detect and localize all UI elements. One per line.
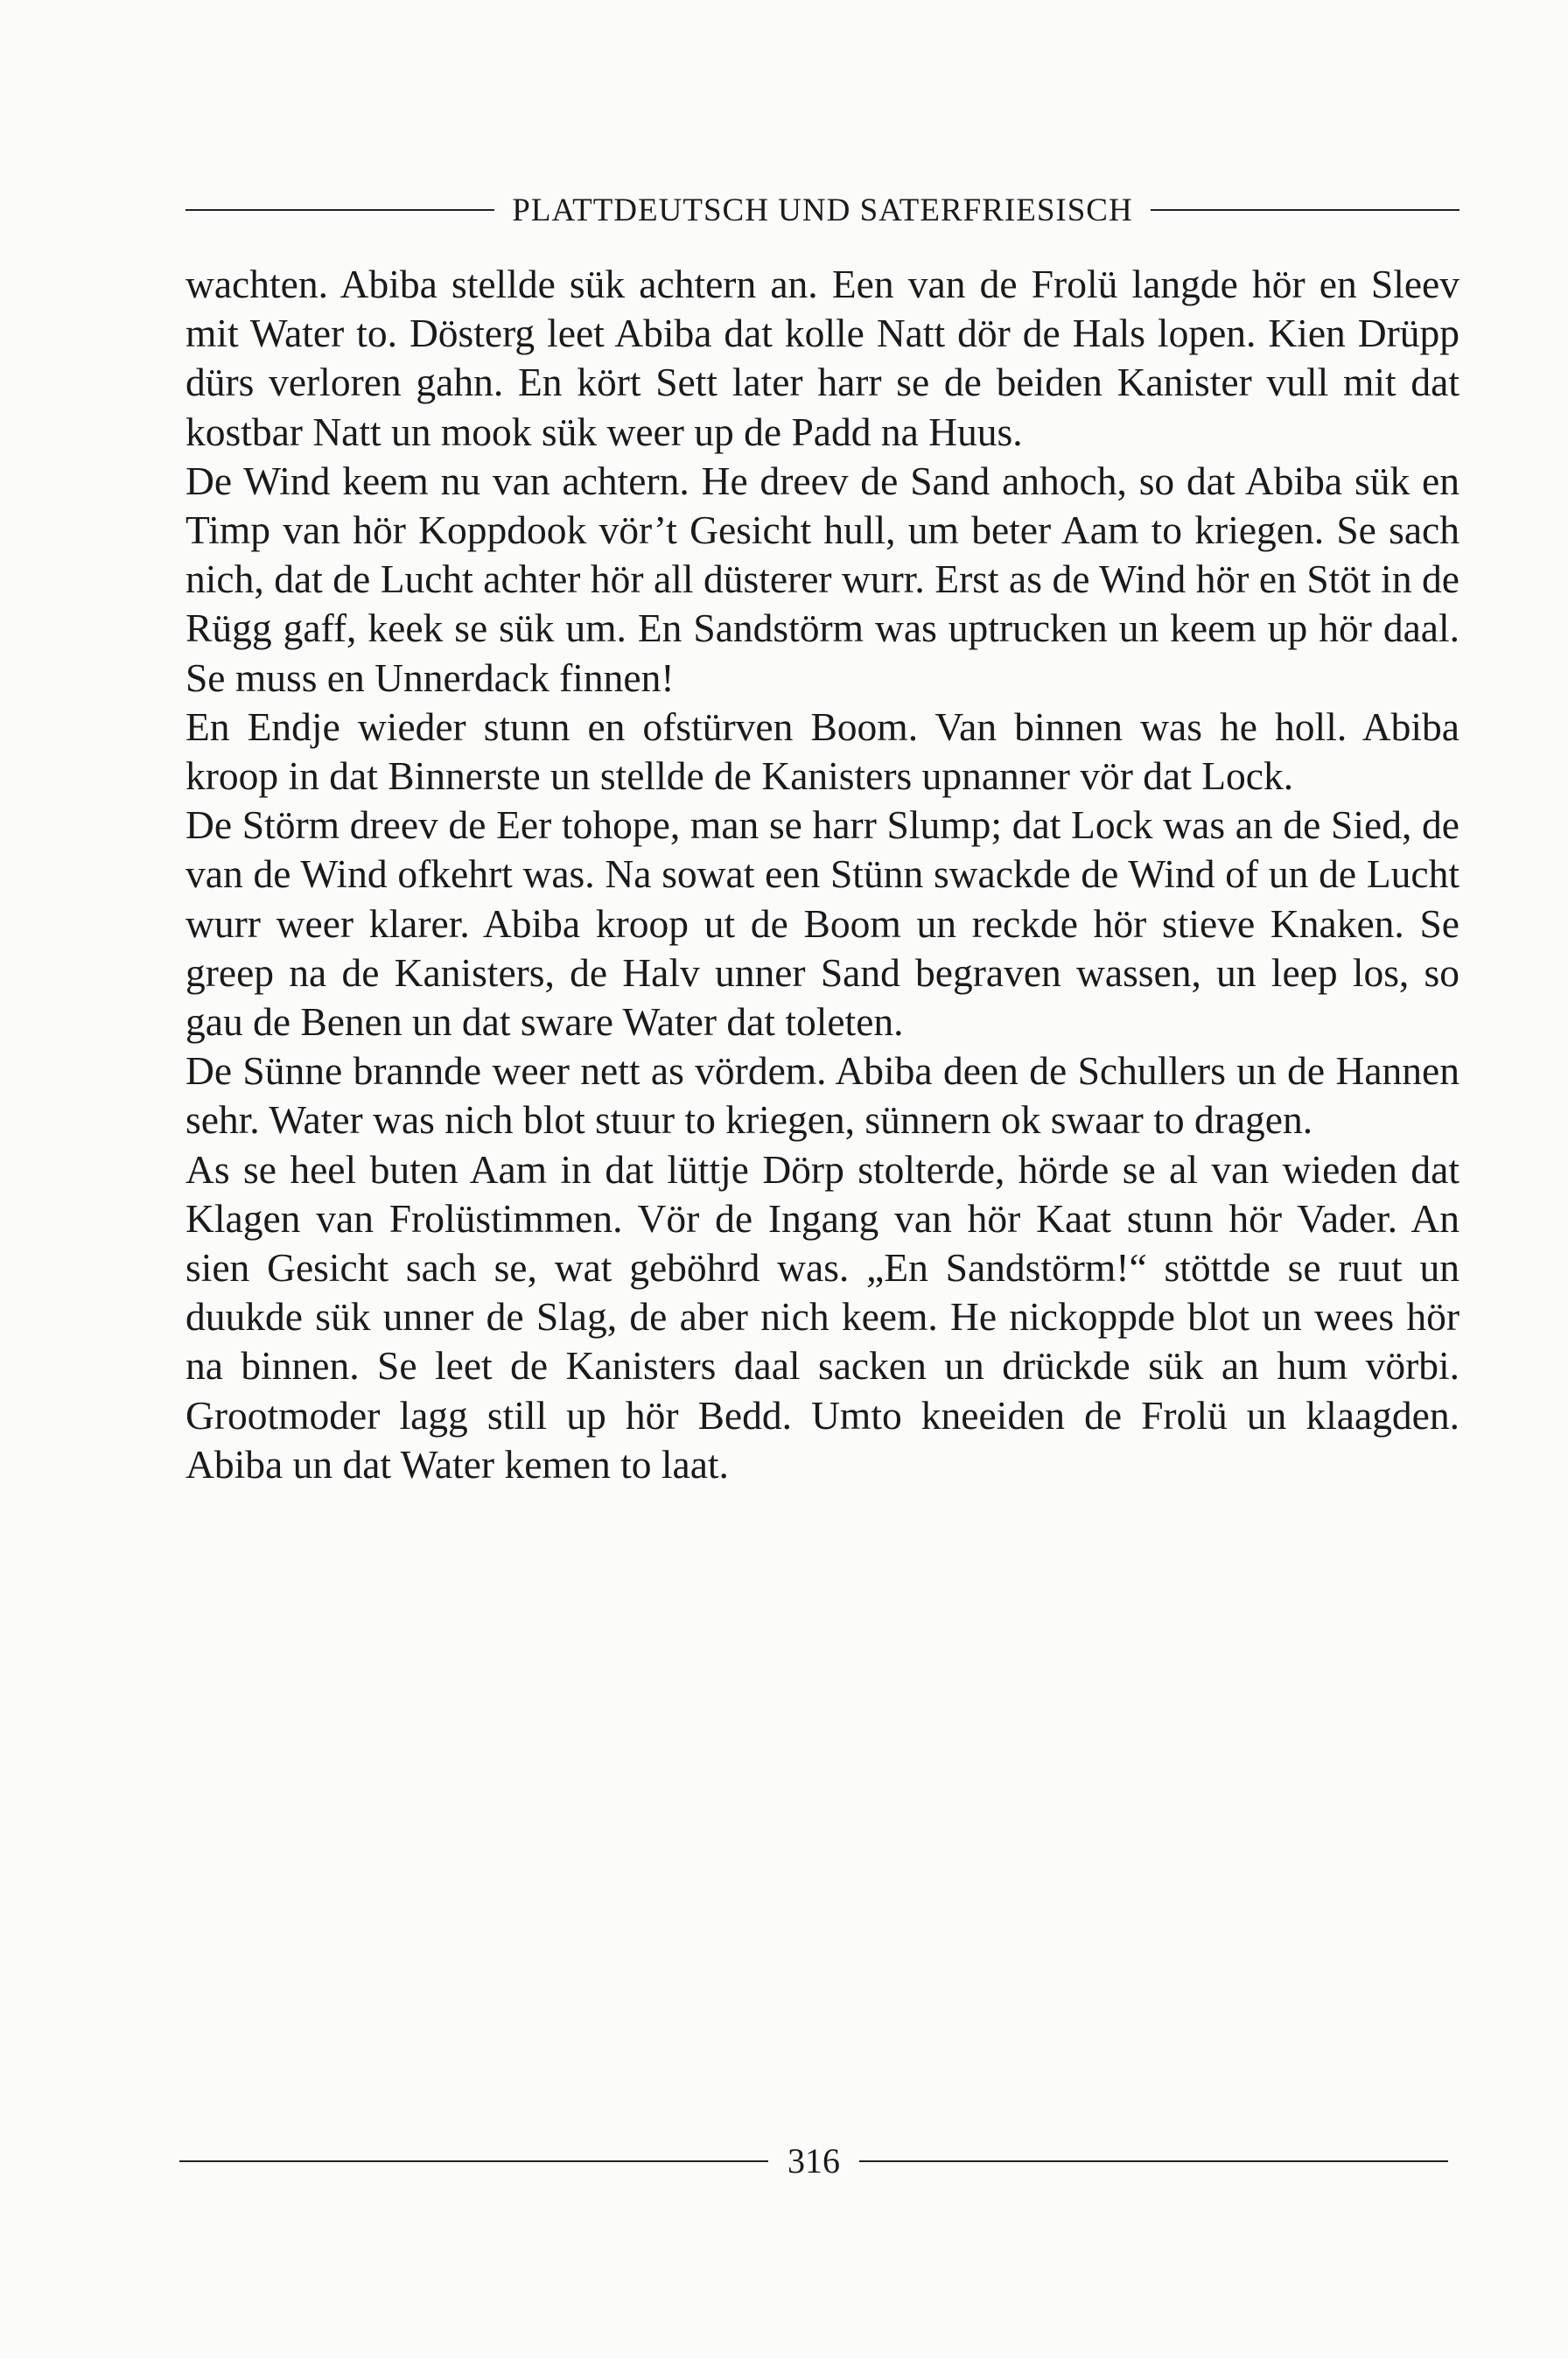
body-text <box>186 260 1460 1489</box>
footer-rule-left <box>179 2160 768 2162</box>
paragraph: wachten. Abiba stellde sük achtern an. Een van de Frolü langde hör en Sleev mit Water to. Dösterg leet Abiba dat kolle Natt dör de Hals lopen. Kien Drüpp dürs verloren gahn. En kört Sett later harr se de beiden Kanister vull mit dat kostbar Natt un mook sük weer up de Padd na Huus. <box>186 262 1460 454</box>
paragraph: De Störm dreev de Eer tohope, man se harr Slump; dat Lock was an de Sied, de van de Wind ofkehrt was. Na sowat een Stünn swackde de Wind of un de Lucht wurr weer klarer. Abiba kroop ut de Boom un reckde hör stieve Knaken. Se greep na de Kanisters, de Halv unner Sand begraven wassen, un leep los, so gau de Benen un dat sware Water dat toleten. <box>186 802 1460 1045</box>
paragraph: En Endje wieder stunn en ofstürven Boom. Van binnen was he holl. Abiba kroop in dat Binnerste un stellde de Kanisters upnanner vör dat Lock. <box>186 704 1460 799</box>
header-rule-left <box>186 209 494 211</box>
page-footer <box>179 2135 1448 2188</box>
paragraph: De Wind keem nu van achtern. He dreev de Sand anhoch, so dat Abiba sük en Timp van hör Koppdook vör’t Gesicht hull, um beter Aam to kriegen. Se sach nich, dat de Lucht achter hör all düsterer wurr. Erst as de Wind hör en Stöt in de Rügg gaff, keek se sük um. En Sandstörm was uptrucken un keem up hör daal. Se muss en Unnerdack finnen! <box>186 458 1460 700</box>
running-header <box>186 184 1460 236</box>
paragraph: As se heel buten Aam in dat lüttje Dörp stolterde, hörde se al van wieden dat Klagen van Frolüstimmen. Vör de Ingang van hör Kaat stunn hör Vader. An sien Gesicht sach se, wat geböhrd was. „En Sandstörm!“ stöttde se ruut un duukde sük unner de Slag, de aber nich keem. He nickoppde blot un wees hör na binnen. Se leet de Kanisters daal sacken un drückde sük an hum vörbi. Grootmoder lagg still up hör Bedd. Umto kneeiden de Frolü un klaagden. Abiba un dat Water kemen to laat. <box>186 1146 1460 1487</box>
running-title: PLATTDEUTSCH UND SATERFRIESISCH <box>512 192 1133 228</box>
footer-rule-right <box>859 2160 1448 2162</box>
page-number: 316 <box>788 2141 840 2180</box>
paragraph: De Sünne brannde weer nett as vördem. Abiba deen de Schullers un de Hannen sehr. Water was nich blot stuur to kriegen, sünnern ok swaar to dragen. <box>186 1048 1460 1143</box>
header-rule-right <box>1151 209 1460 211</box>
